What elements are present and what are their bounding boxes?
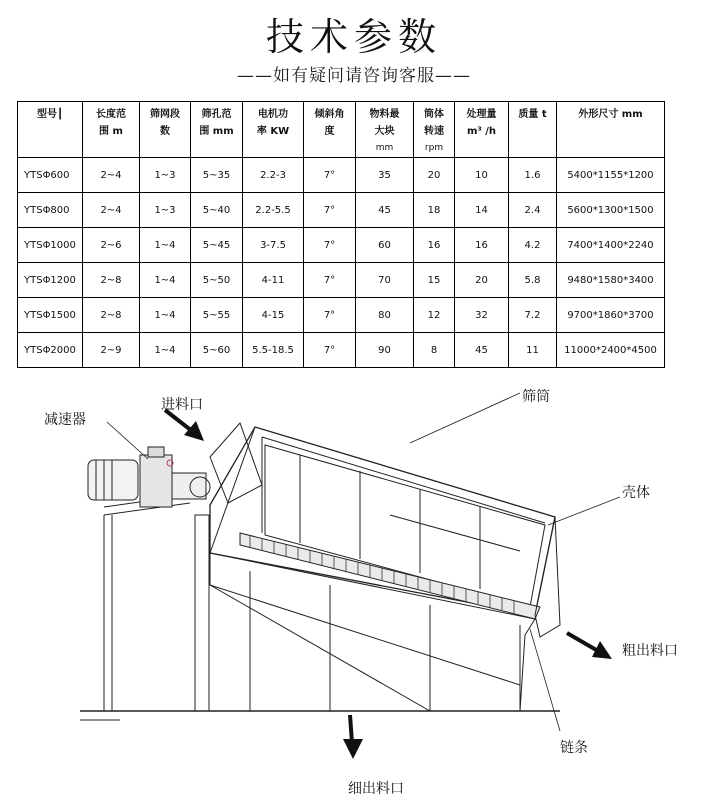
table-cell: 2.2-3 [243, 158, 304, 193]
trommel-screen-diagram [0, 375, 708, 811]
table-cell: 32 [455, 298, 509, 333]
table-cell: YTSΦ600 [18, 158, 83, 193]
coarse-arrow-shaft [567, 633, 598, 651]
table-cell: YTSΦ2000 [18, 333, 83, 368]
table-row [18, 298, 665, 333]
table-cell: 7° [304, 298, 356, 333]
table-cell: 45 [455, 333, 509, 368]
table-cell: 35 [356, 158, 414, 193]
table-row [18, 158, 665, 193]
table-cell: 9480*1580*3400 [557, 263, 665, 298]
label-screen-drum: 筛筒 [522, 389, 550, 405]
table-cell: 5.8 [509, 263, 557, 298]
table-cell: 60 [356, 228, 414, 263]
table-row [18, 193, 665, 228]
table-cell: 2~9 [83, 333, 140, 368]
table-row [18, 228, 665, 263]
page-subtitle: ——如有疑问请咨询客服—— [237, 66, 471, 86]
col-header-model: 型号┃ [18, 102, 83, 158]
table-cell: YTSΦ800 [18, 193, 83, 228]
table-cell: 1.6 [509, 158, 557, 193]
table-cell: 5600*1300*1500 [557, 193, 665, 228]
table-cell: 14 [455, 193, 509, 228]
table-cell: 4-15 [243, 298, 304, 333]
table-cell: 5~60 [191, 333, 243, 368]
table-row [18, 263, 665, 298]
table-cell: 2~4 [83, 193, 140, 228]
table-cell: 2.4 [509, 193, 557, 228]
coarse-chute [535, 517, 560, 637]
table-cell: 5~55 [191, 298, 243, 333]
feed-arrow-head [184, 421, 204, 441]
label-coarse-outlet: 粗出料口 [622, 643, 678, 659]
col-header-speed: 筒体 转速 rpm [414, 102, 455, 158]
col-header-dimensions: 外形尺寸 mm [557, 102, 665, 158]
leader-drum [410, 393, 520, 443]
label-housing: 壳体 [622, 485, 650, 501]
table-cell: 2~8 [83, 263, 140, 298]
table-cell: 20 [414, 158, 455, 193]
table-cell: 2.2-5.5 [243, 193, 304, 228]
table-cell: 1~4 [140, 298, 191, 333]
table-header-row [18, 102, 665, 158]
table-cell: 2~8 [83, 298, 140, 333]
table-cell: 7° [304, 158, 356, 193]
col-header-capacity: 处理量 m³ /h [455, 102, 509, 158]
table-cell: YTSΦ1000 [18, 228, 83, 263]
leader-reducer [107, 422, 148, 459]
table-cell: 10 [455, 158, 509, 193]
table-row [18, 333, 665, 368]
table-cell: 5.5-18.5 [243, 333, 304, 368]
fine-arrow-head [343, 739, 363, 759]
table-cell: 3-7.5 [243, 228, 304, 263]
table-cell: 7° [304, 263, 356, 298]
table-cell: 18 [414, 193, 455, 228]
table-cell: 1~4 [140, 333, 191, 368]
table-cell: 11 [509, 333, 557, 368]
table-cell: 5~45 [191, 228, 243, 263]
table-cell: 1~3 [140, 158, 191, 193]
col-header-sections: 筛网段 数 [140, 102, 191, 158]
center-post [195, 515, 209, 711]
table-cell: 5~50 [191, 263, 243, 298]
table-cell: 7.2 [509, 298, 557, 333]
table-cell: 2~4 [83, 158, 140, 193]
page-title: 技术参数 [265, 15, 442, 59]
spec-table [17, 101, 665, 368]
table-cell: 1~4 [140, 228, 191, 263]
label-chain: 链条 [560, 740, 588, 756]
table-cell: YTSΦ1200 [18, 263, 83, 298]
col-header-length: 长度范 围 m [83, 102, 140, 158]
fine-arrow-shaft [350, 715, 352, 743]
table-cell: 70 [356, 263, 414, 298]
label-reducer: 减速器 [44, 412, 86, 428]
col-header-angle: 倾斜角 度 [304, 102, 356, 158]
table-cell: 12 [414, 298, 455, 333]
leader-chain [530, 629, 560, 731]
table-cell: 2~6 [83, 228, 140, 263]
col-header-max-lump: 物料最 大块 mm [356, 102, 414, 158]
table-cell: 7° [304, 193, 356, 228]
table-cell: 7400*1400*2240 [557, 228, 665, 263]
table-cell: 4.2 [509, 228, 557, 263]
table-cell: 90 [356, 333, 414, 368]
table-cell: 16 [414, 228, 455, 263]
table-cell: 7° [304, 228, 356, 263]
table-cell: 7° [304, 333, 356, 368]
col-header-aperture: 筛孔范 围 mm [191, 102, 243, 158]
table-cell: 45 [356, 193, 414, 228]
table-cell: YTSΦ1500 [18, 298, 83, 333]
table-cell: 8 [414, 333, 455, 368]
table-cell: 5400*1155*1200 [557, 158, 665, 193]
table-cell: 20 [455, 263, 509, 298]
label-feed-inlet: 进料口 [161, 397, 203, 413]
col-header-motor: 电机功 率 KW [243, 102, 304, 158]
table-cell: 16 [455, 228, 509, 263]
col-header-mass: 质量 t [509, 102, 557, 158]
table-cell: 5~40 [191, 193, 243, 228]
table-cell: 5~35 [191, 158, 243, 193]
table-cell: 15 [414, 263, 455, 298]
table-cell: 1~4 [140, 263, 191, 298]
table-cell: 1~3 [140, 193, 191, 228]
table-cell: 4-11 [243, 263, 304, 298]
chain-band [240, 533, 540, 619]
table-cell: 9700*1860*3700 [557, 298, 665, 333]
leader-housing [548, 497, 620, 525]
label-fine-outlet: 细出料口 [348, 781, 404, 797]
table-cell: 80 [356, 298, 414, 333]
table-cell: 11000*2400*4500 [557, 333, 665, 368]
